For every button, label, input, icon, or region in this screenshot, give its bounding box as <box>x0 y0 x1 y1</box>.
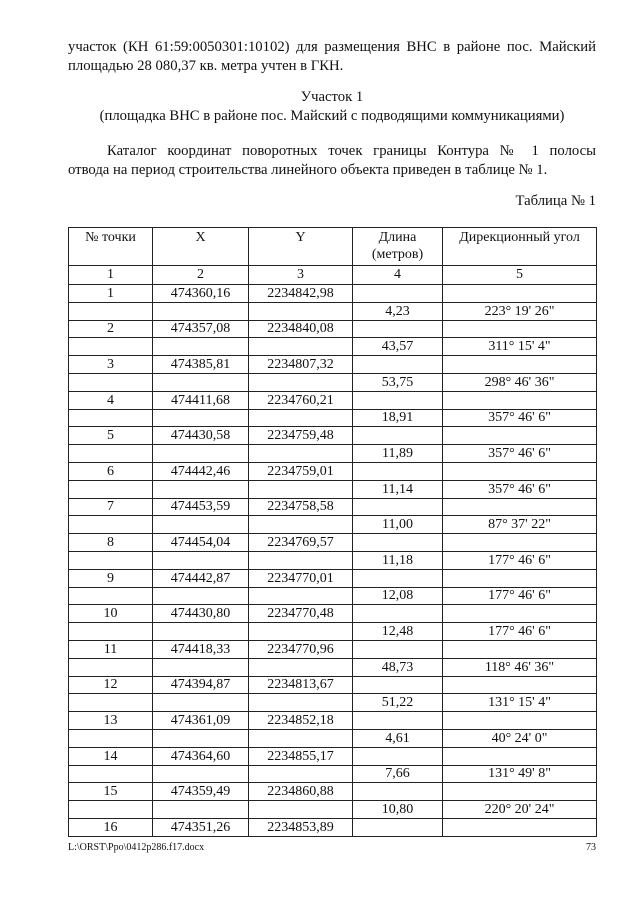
table-row <box>69 534 597 552</box>
cell-direction-angle: 223° 19' 26" <box>443 302 597 320</box>
table-row <box>69 356 597 374</box>
cell-point-number: 7 <box>69 498 153 516</box>
cell-y: 2234760,21 <box>249 391 353 409</box>
cell-y: 2234855,17 <box>249 747 353 765</box>
table-row <box>69 569 597 587</box>
table-row <box>69 623 597 641</box>
cell-point-number: 8 <box>69 534 153 552</box>
column-number: 4 <box>353 266 443 285</box>
cell-x <box>153 729 249 747</box>
cell-y <box>249 551 353 569</box>
cell-direction-angle: 357° 46' 6" <box>443 409 597 427</box>
table-row <box>69 587 597 605</box>
cell-y: 2234807,32 <box>249 356 353 374</box>
cell-length: 11,18 <box>353 551 443 569</box>
table-row <box>69 801 597 819</box>
table-row <box>69 302 597 320</box>
cell-length <box>353 498 443 516</box>
cell-x <box>153 516 249 534</box>
cell-direction-angle <box>443 391 597 409</box>
cell-x <box>153 587 249 605</box>
cell-direction-angle <box>443 747 597 765</box>
cell-y <box>249 694 353 712</box>
cell-length: 51,22 <box>353 694 443 712</box>
cell-length <box>353 356 443 374</box>
cell-y: 2234852,18 <box>249 712 353 730</box>
cell-direction-angle: 131° 15' 4" <box>443 694 597 712</box>
cell-direction-angle <box>443 534 597 552</box>
column-number: 3 <box>249 266 353 285</box>
cell-length: 48,73 <box>353 658 443 676</box>
cell-y <box>249 729 353 747</box>
cell-x: 474361,09 <box>153 712 249 730</box>
cell-point-number: 13 <box>69 712 153 730</box>
table-row <box>69 427 597 445</box>
cell-direction-angle <box>443 712 597 730</box>
cell-point-number <box>69 480 153 498</box>
cell-x: 474453,59 <box>153 498 249 516</box>
table-row <box>69 373 597 391</box>
cell-point-number <box>69 623 153 641</box>
cell-direction-angle <box>443 285 597 303</box>
cell-length <box>353 783 443 801</box>
cell-length <box>353 534 443 552</box>
cell-length <box>353 676 443 694</box>
header-x: X <box>153 228 249 266</box>
table-row <box>69 783 597 801</box>
cell-length: 7,66 <box>353 765 443 783</box>
cell-point-number: 14 <box>69 747 153 765</box>
cell-length <box>353 320 443 338</box>
cell-length: 12,08 <box>353 587 443 605</box>
table-row <box>69 445 597 463</box>
table-row <box>69 551 597 569</box>
cell-length: 4,23 <box>353 302 443 320</box>
table-row <box>69 712 597 730</box>
cell-x: 474442,46 <box>153 462 249 480</box>
cell-direction-angle: 177° 46' 6" <box>443 587 597 605</box>
cell-direction-angle: 118° 46' 36" <box>443 658 597 676</box>
table-row <box>69 320 597 338</box>
cell-y <box>249 409 353 427</box>
cell-direction-angle <box>443 320 597 338</box>
catalog-line-2: отвода на период строительства линейного объекта приведен в таблице № 1. <box>68 162 548 178</box>
table-row <box>69 658 597 676</box>
header-direction-angle: Дирекционный угол <box>443 228 597 266</box>
table-column-number-row <box>69 266 597 285</box>
column-number: 1 <box>69 266 153 285</box>
table-row <box>69 391 597 409</box>
cell-x <box>153 338 249 356</box>
cell-y: 2234769,57 <box>249 534 353 552</box>
table-row <box>69 480 597 498</box>
cell-y <box>249 480 353 498</box>
cell-x <box>153 480 249 498</box>
cell-length <box>353 747 443 765</box>
cell-direction-angle: 220° 20' 24" <box>443 801 597 819</box>
cell-direction-angle <box>443 462 597 480</box>
cell-length: 43,57 <box>353 338 443 356</box>
cell-direction-angle: 177° 46' 6" <box>443 551 597 569</box>
cell-direction-angle <box>443 569 597 587</box>
cell-length: 11,00 <box>353 516 443 534</box>
cell-point-number: 9 <box>69 569 153 587</box>
cell-x <box>153 765 249 783</box>
cell-y: 2234840,08 <box>249 320 353 338</box>
cell-point-number: 2 <box>69 320 153 338</box>
footer <box>68 841 596 855</box>
cell-direction-angle <box>443 676 597 694</box>
cell-length <box>353 605 443 623</box>
cell-length: 53,75 <box>353 373 443 391</box>
cell-y: 2234860,88 <box>249 783 353 801</box>
cell-x <box>153 302 249 320</box>
cell-direction-angle <box>443 640 597 658</box>
cell-x <box>153 551 249 569</box>
cell-y <box>249 302 353 320</box>
cell-length: 11,14 <box>353 480 443 498</box>
cell-point-number: 15 <box>69 783 153 801</box>
cell-length <box>353 391 443 409</box>
cell-point-number: 5 <box>69 427 153 445</box>
page-number: 73 <box>586 842 596 853</box>
cell-x <box>153 658 249 676</box>
cell-direction-angle: 311° 15' 4" <box>443 338 597 356</box>
cell-y: 2234759,01 <box>249 462 353 480</box>
cell-x <box>153 623 249 641</box>
column-number: 5 <box>443 266 597 285</box>
section-title: Участок 1 <box>300 89 364 105</box>
cell-length: 12,48 <box>353 623 443 641</box>
cell-x: 474418,33 <box>153 640 249 658</box>
table-row <box>69 747 597 765</box>
table-row <box>69 462 597 480</box>
cell-direction-angle <box>443 818 597 836</box>
cell-point-number <box>69 445 153 463</box>
cell-point-number <box>69 801 153 819</box>
table-row <box>69 640 597 658</box>
cell-point-number <box>69 373 153 391</box>
cell-point-number <box>69 587 153 605</box>
table-row <box>69 729 597 747</box>
table-row <box>69 694 597 712</box>
cell-y <box>249 801 353 819</box>
table-row <box>69 516 597 534</box>
cell-length: 18,91 <box>353 409 443 427</box>
cell-y: 2234813,67 <box>249 676 353 694</box>
cell-length <box>353 818 443 836</box>
footer-file-path: L:\ORST\Ppo\0412p286.f17.docx <box>68 842 205 853</box>
column-number: 2 <box>153 266 249 285</box>
cell-point-number <box>69 729 153 747</box>
cell-point-number: 6 <box>69 462 153 480</box>
table-row <box>69 338 597 356</box>
table-row <box>69 409 597 427</box>
cell-x: 474360,16 <box>153 285 249 303</box>
table-row <box>69 285 597 303</box>
coordinate-table <box>68 227 597 837</box>
cell-point-number: 1 <box>69 285 153 303</box>
intro-line-2: площадью 28 080,37 кв. метра учтен в ГКН. <box>68 58 344 74</box>
cell-x: 474385,81 <box>153 356 249 374</box>
cell-point-number: 10 <box>69 605 153 623</box>
cell-y: 2234853,89 <box>249 818 353 836</box>
cell-point-number <box>69 765 153 783</box>
cell-y: 2234759,48 <box>249 427 353 445</box>
cell-length <box>353 427 443 445</box>
cell-direction-angle <box>443 427 597 445</box>
cell-y <box>249 338 353 356</box>
cell-length <box>353 569 443 587</box>
cell-direction-angle: 357° 46' 6" <box>443 445 597 463</box>
cell-x <box>153 801 249 819</box>
cell-length <box>353 285 443 303</box>
cell-point-number: 12 <box>69 676 153 694</box>
cell-point-number <box>69 409 153 427</box>
cell-x <box>153 694 249 712</box>
cell-direction-angle <box>443 356 597 374</box>
cell-y: 2234770,96 <box>249 640 353 658</box>
cell-y <box>249 623 353 641</box>
cell-direction-angle: 87° 37' 22" <box>443 516 597 534</box>
cell-y: 2234770,01 <box>249 569 353 587</box>
cell-direction-angle <box>443 605 597 623</box>
cell-length <box>353 640 443 658</box>
cell-length <box>353 712 443 730</box>
cell-y <box>249 658 353 676</box>
cell-point-number <box>69 551 153 569</box>
cell-direction-angle <box>443 783 597 801</box>
table-header-row <box>69 228 597 266</box>
cell-y: 2234770,48 <box>249 605 353 623</box>
cell-point-number <box>69 516 153 534</box>
table-row <box>69 676 597 694</box>
cell-point-number <box>69 302 153 320</box>
cell-point-number: 16 <box>69 818 153 836</box>
cell-direction-angle: 357° 46' 6" <box>443 480 597 498</box>
table-row <box>69 765 597 783</box>
cell-length <box>353 462 443 480</box>
table-row <box>69 605 597 623</box>
cell-point-number <box>69 338 153 356</box>
cell-x: 474364,60 <box>153 747 249 765</box>
cell-direction-angle: 298° 46' 36" <box>443 373 597 391</box>
table-caption: Таблица № 1 <box>515 193 596 209</box>
cell-x: 474359,49 <box>153 783 249 801</box>
cell-x <box>153 445 249 463</box>
cell-direction-angle: 40° 24' 0" <box>443 729 597 747</box>
cell-x: 474411,68 <box>153 391 249 409</box>
cell-y <box>249 445 353 463</box>
catalog-paragraph <box>68 142 596 180</box>
intro-paragraph <box>68 38 596 76</box>
cell-x: 474357,08 <box>153 320 249 338</box>
cell-point-number: 11 <box>69 640 153 658</box>
cell-x: 474394,87 <box>153 676 249 694</box>
cell-point-number: 4 <box>69 391 153 409</box>
cell-y <box>249 765 353 783</box>
cell-point-number: 3 <box>69 356 153 374</box>
cell-point-number <box>69 658 153 676</box>
cell-point-number <box>69 694 153 712</box>
cell-x: 474454,04 <box>153 534 249 552</box>
catalog-line-1: Каталог координат поворотных точек границы Контура № 1 полосы <box>107 143 596 159</box>
cell-length: 11,89 <box>353 445 443 463</box>
cell-y <box>249 373 353 391</box>
table-body <box>69 285 597 837</box>
cell-x: 474442,87 <box>153 569 249 587</box>
cell-y: 2234758,58 <box>249 498 353 516</box>
cell-x: 474351,26 <box>153 818 249 836</box>
cell-direction-angle: 177° 46' 6" <box>443 623 597 641</box>
section-subtitle: (площадка ВНС в районе пос. Майский с подводящими коммуникациями) <box>99 108 565 124</box>
cell-length: 10,80 <box>353 801 443 819</box>
cell-y <box>249 516 353 534</box>
intro-line-1: участок (КН 61:59:0050301:10102) для размещения ВНС в районе пос. Майский <box>68 39 596 55</box>
header-length: Длина (метров) <box>353 228 443 266</box>
header-y: Y <box>249 228 353 266</box>
cell-length: 4,61 <box>353 729 443 747</box>
header-point-number: № точки <box>69 228 153 266</box>
cell-y: 2234842,98 <box>249 285 353 303</box>
cell-direction-angle <box>443 498 597 516</box>
table-row <box>69 498 597 516</box>
table-row <box>69 818 597 836</box>
cell-x <box>153 409 249 427</box>
cell-direction-angle: 131° 49' 8" <box>443 765 597 783</box>
cell-x: 474430,80 <box>153 605 249 623</box>
cell-x: 474430,58 <box>153 427 249 445</box>
cell-y <box>249 587 353 605</box>
cell-x <box>153 373 249 391</box>
